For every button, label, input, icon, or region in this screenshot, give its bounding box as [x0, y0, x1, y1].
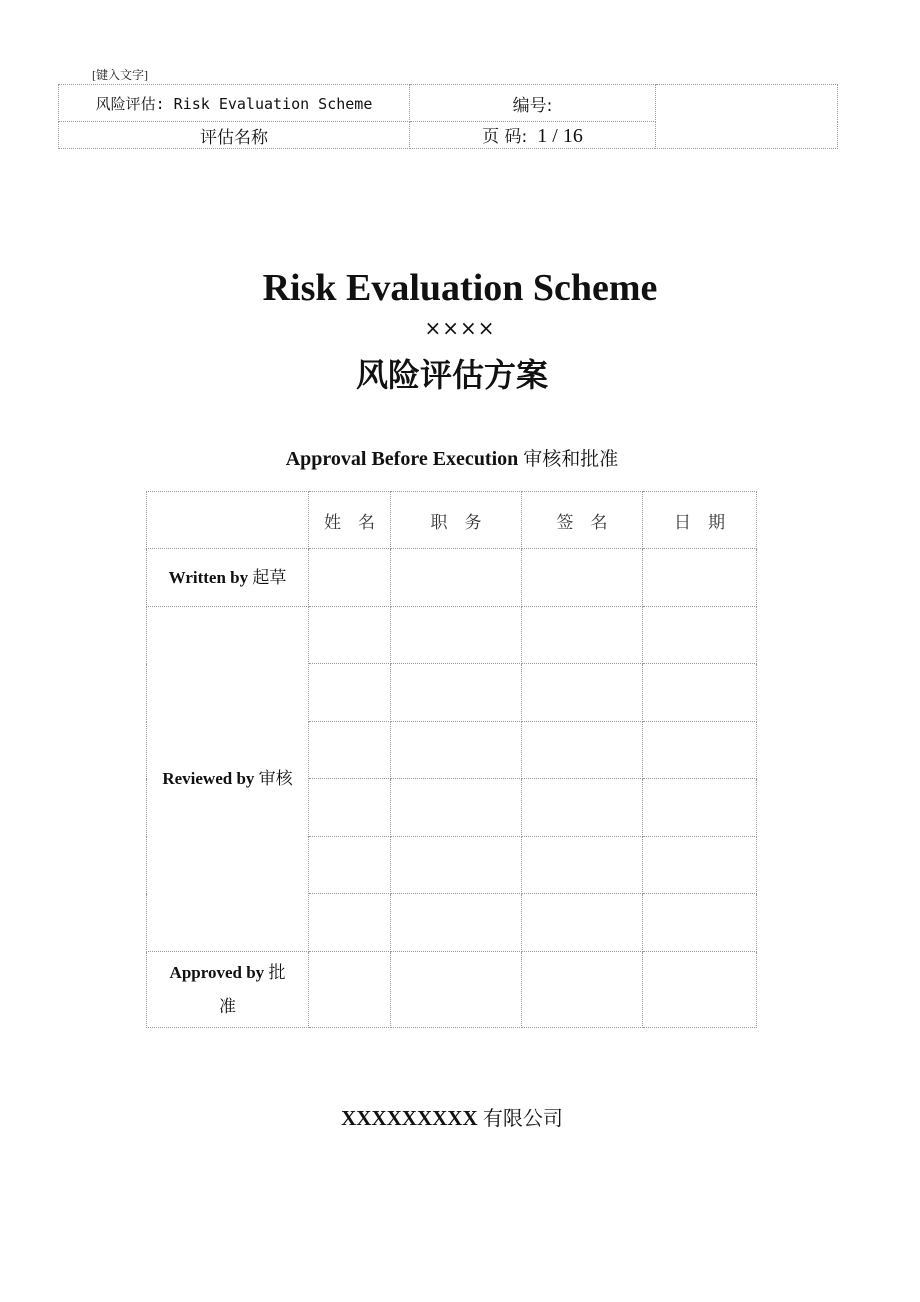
reviewer-1-name-cell[interactable] — [309, 607, 391, 664]
assessment-name-label: 评估名称 — [59, 122, 410, 149]
page-label: 页 码: — [482, 127, 528, 147]
approval-table — [146, 491, 757, 1028]
reviewer-5-date-cell[interactable] — [643, 837, 757, 894]
approver-signature-cell[interactable] — [522, 952, 643, 1028]
approved-by-label: Approved by 批 准 — [147, 952, 309, 1028]
approver-date-cell[interactable] — [643, 952, 757, 1028]
written-by-name-cell[interactable] — [309, 549, 391, 607]
reviewer-4-name-cell[interactable] — [309, 779, 391, 837]
header-note: [键入文字] — [92, 68, 148, 82]
reviewer-2-date-cell[interactable] — [643, 664, 757, 722]
column-header-position: 职 务 — [391, 492, 522, 549]
approval-section-title — [0, 444, 904, 471]
number-label: 编号: — [410, 85, 656, 122]
header-blank-cell — [656, 85, 838, 149]
written-by-signature-cell[interactable] — [522, 549, 643, 607]
reviewer-1-date-cell[interactable] — [643, 607, 757, 664]
reviewer-3-name-cell[interactable] — [309, 722, 391, 779]
column-header-date: 日 期 — [643, 492, 757, 549]
document-title-chinese: 风险评估方案 — [355, 356, 548, 394]
document-header-table — [58, 84, 838, 149]
column-header-signature: 签 名 — [522, 492, 643, 549]
reviewer-1-position-cell[interactable] — [391, 607, 522, 664]
reviewer-4-signature-cell[interactable] — [522, 779, 643, 837]
reviewer-4-date-cell[interactable] — [643, 779, 757, 837]
document-title-placeholder: ×××× — [424, 316, 496, 340]
reviewer-6-position-cell[interactable] — [391, 894, 522, 952]
reviewer-2-signature-cell[interactable] — [522, 664, 643, 722]
approval-title-en: Approval Before Execution — [285, 448, 519, 470]
corner-cell — [147, 492, 309, 549]
reviewer-3-position-cell[interactable] — [391, 722, 522, 779]
reviewer-3-signature-cell[interactable] — [522, 722, 643, 779]
approver-name-cell[interactable] — [309, 952, 391, 1028]
approver-position-cell[interactable] — [391, 952, 522, 1028]
company-name-cn: 有限公司 — [482, 1106, 563, 1130]
document-title-english: Risk Evaluation Scheme — [262, 267, 658, 309]
assessment-label: 风险评估: Risk Evaluation Scheme — [59, 85, 410, 122]
company-name — [0, 1102, 904, 1131]
reviewer-3-date-cell[interactable] — [643, 722, 757, 779]
company-name-en: XXXXXXXXX — [341, 1106, 478, 1130]
reviewer-5-name-cell[interactable] — [309, 837, 391, 894]
reviewer-5-signature-cell[interactable] — [522, 837, 643, 894]
reviewer-2-position-cell[interactable] — [391, 664, 522, 722]
page-indicator — [410, 122, 656, 149]
approval-title-cn: 审核和批准 — [523, 448, 619, 470]
reviewer-2-name-cell[interactable] — [309, 664, 391, 722]
page-number: 1 / 16 — [537, 125, 583, 147]
written-by-date-cell[interactable] — [643, 549, 757, 607]
written-by-position-cell[interactable] — [391, 549, 522, 607]
reviewed-by-label: Reviewed by 审核 — [147, 607, 309, 952]
reviewer-6-signature-cell[interactable] — [522, 894, 643, 952]
written-by-label: Written by 起草 — [147, 549, 309, 607]
reviewer-4-position-cell[interactable] — [391, 779, 522, 837]
column-header-name: 姓 名 — [309, 492, 391, 549]
reviewer-1-signature-cell[interactable] — [522, 607, 643, 664]
reviewer-6-name-cell[interactable] — [309, 894, 391, 952]
reviewer-5-position-cell[interactable] — [391, 837, 522, 894]
reviewer-6-date-cell[interactable] — [643, 894, 757, 952]
